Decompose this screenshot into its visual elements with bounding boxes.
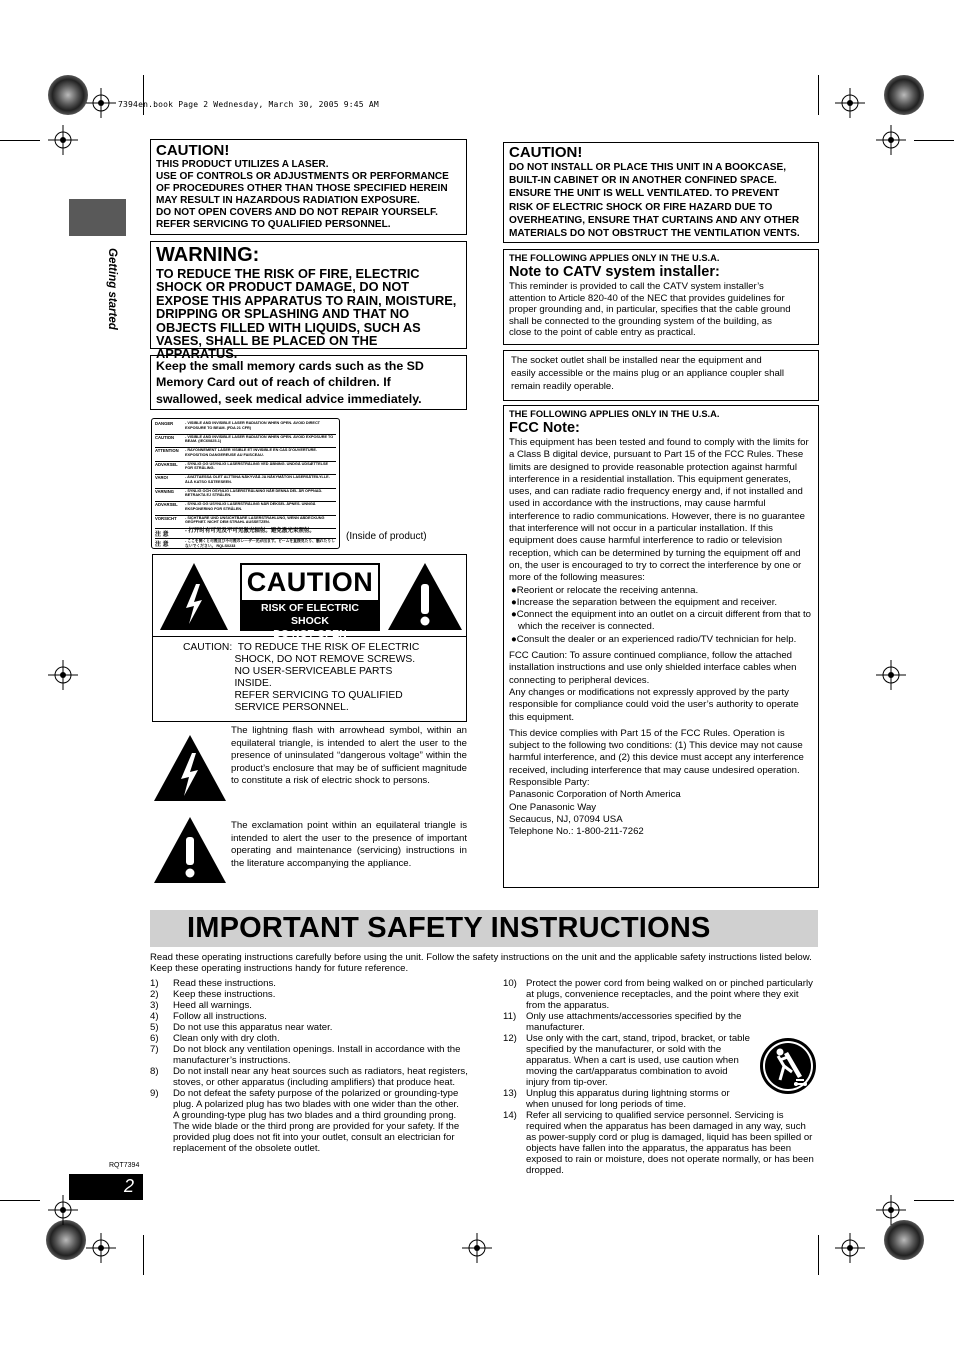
fcc-note-text: [509, 437, 813, 839]
text-line: EXPOSE THIS APPARATUS TO RAIN, MOISTURE,: [156, 292, 457, 308]
label-value: - VISIBLE AND INVISIBLE LASER RADIATION WHEN OPEN. AVOID EXPOSURE TO BEAM. (IEC60825-1): [185, 434, 334, 444]
registration-mark-icon: [876, 660, 906, 690]
registration-mark-icon: [835, 1233, 865, 1263]
text-line: BUILT-IN CABINET OR IN ANOTHER CONFINED SPACE.: [509, 175, 777, 187]
text-line: Responsible Party:: [509, 777, 590, 789]
item-number: 6): [150, 1033, 159, 1044]
caution-vent-title: CAUTION!: [509, 144, 583, 161]
exclamation-explanation: The exclamation point within an equilateral triangle is intended to alert the user to the presence of important operating and maintenance (servicing) instructions in the literature accompanying the appliance.: [231, 820, 467, 869]
item-text: Keep these instructions.: [173, 989, 276, 1000]
crop-line: [818, 1235, 819, 1275]
fcc-bullet: ●Increase the separation between the equipment and receiver.: [511, 596, 778, 608]
crop-line: [0, 1200, 40, 1201]
label-row: [155, 421, 336, 435]
registration-mark-icon: [48, 125, 78, 155]
warning-title: WARNING:: [156, 244, 260, 266]
item-text: Read these instructions.: [173, 978, 276, 989]
risk-band: [242, 600, 378, 640]
laser-warning-label: [151, 418, 340, 549]
item-text: Do not use this apparatus near water.: [173, 1022, 333, 1033]
list-item: [150, 1000, 468, 1011]
registration-mark-icon: [462, 1233, 492, 1263]
item-text: Protect the power cord from being walked on or pinched particularly at plugs, convenience receptacles, and the point where they exit from the apparatus.: [526, 978, 813, 1011]
text-line: proper grounding and, in particular, specifies that the cable ground: [509, 304, 791, 316]
fcc-note-box: [503, 405, 819, 888]
text-line: This reminder is provided to call the CATV system installer’s: [509, 281, 764, 292]
safety-list-left: [150, 978, 468, 1154]
text-line: close to the point of cable entry as practical.: [509, 327, 696, 339]
crop-line: [143, 1235, 144, 1275]
item-number: 11): [503, 1011, 517, 1022]
label-row: [155, 462, 336, 476]
text-line: Telephone No.: 1-800-211-7262: [509, 826, 644, 838]
usa-applies-label: THE FOLLOWING APPLIES ONLY IN THE U.S.A.: [509, 409, 720, 419]
registration-mark-icon: [48, 660, 78, 690]
item-number: 13): [503, 1088, 517, 1099]
risk-line: DO NOT OPEN: [273, 628, 347, 640]
label-key: VARNING: [155, 488, 174, 494]
catv-note-text: [509, 281, 813, 339]
registration-mark-icon: [86, 1233, 116, 1263]
list-item: [150, 1011, 468, 1022]
fcc-caution: FCC Caution: To assure continued compliance, follow the attached installation instructions and use only shielded interface cables when connecting to peripheral devices.: [509, 650, 797, 686]
printer-disc-mark: [48, 75, 88, 115]
item-number: 7): [150, 1044, 159, 1055]
label-value: - SICHTBARE UND UNSICHTBARE LASERSTRAHLUNG, WENN ABDECKUNG GEÖFFNET. NICHT DEM STRAHL AUSSETZEN.: [185, 515, 325, 525]
text-line: Memory Card out of reach of children. If: [156, 375, 391, 390]
item-text: Unplug this apparatus during lightning storms or when unused for long periods of time.: [526, 1088, 730, 1110]
item-number: 1): [150, 978, 159, 989]
book-header-line: 7394en.book Page 2 Wednesday, March 30, 2005 9:45 AM: [118, 100, 379, 109]
crop-line: [914, 140, 954, 141]
label-caption: (Inside of product): [346, 531, 427, 542]
caution-banner: [240, 563, 380, 640]
fcc-bullet: ●Connect the equipment into an outlet on a circuit different from that to which the receiver is connected.: [511, 609, 812, 633]
registration-mark-icon: [876, 1195, 906, 1225]
important-safety-title: IMPORTANT SAFETY INSTRUCTIONS: [187, 912, 711, 944]
text-line: USE OF CONTROLS OR ADJUSTMENTS OR PERFORMANCE: [156, 171, 449, 183]
text-line: OF PROCEDURES OTHER THAN THOSE SPECIFIED HEREIN: [156, 183, 448, 195]
item-text: Follow all instructions.: [173, 1011, 267, 1022]
exclamation-warning-icon: [386, 560, 464, 632]
caution-shock-graphic: [153, 555, 466, 640]
item-text: Refer all servicing to qualified service personnel. Servicing is required when the apparatus has been damaged in any way, such as power-supply cord or plug is damaged, liquid has been spilled or objects have fallen into the apparatus, the apparatus has been exposed to rain or moisture, does not operate normally, or has been dropped.: [526, 1110, 814, 1176]
caution-shock-box: [152, 554, 467, 722]
list-item: [503, 1011, 783, 1033]
list-item: [150, 1022, 468, 1033]
list-item: [150, 1088, 468, 1154]
label-value: - ここを開くと可視及び不可視のレーザー光が出ます。ビームを直接見たり、触れたりしないでください。 RQLS0233: [185, 539, 335, 548]
item-number: 4): [150, 1011, 159, 1022]
label-row: [155, 475, 336, 489]
crop-line: [914, 1200, 954, 1201]
crop-line: [143, 75, 144, 115]
item-text: Clean only with dry cloth.: [173, 1033, 280, 1044]
text-line: shall be connected to the grounding system of the building, as: [509, 315, 772, 327]
socket-outlet-box: [503, 350, 819, 401]
list-item: [150, 1044, 468, 1066]
item-number: 10): [503, 978, 517, 989]
text-line: swallowed, seek medical advice immediately.: [156, 391, 422, 406]
exclamation-triangle-icon: [152, 815, 228, 885]
label-row: [155, 516, 336, 530]
text-line: THIS PRODUCT UTILIZES A LASER.: [156, 159, 329, 170]
catv-note-box: [503, 249, 819, 345]
lightning-explanation: The lightning flash with arrowhead symbol, within an equilateral triangle, is intended to alert the user to the presence of uninsulated “dangerous voltage” within the product’s enclosure that may be of sufficient magnitude to constitute a risk of electric shock to persons.: [231, 725, 467, 786]
crop-line: [0, 140, 40, 141]
label-value: - SYNLIG OG USYNLIG LASERSTRÅLING VED ÅBNING. UNDGÅ UDSÆTTELSE FOR STRÅLING.: [185, 461, 329, 471]
important-safety-banner: [150, 910, 818, 947]
fcc-bullet: ●Reorient or relocate the receiving antenna.: [511, 584, 699, 596]
lightning-warning-icon: [158, 560, 230, 632]
caution-shock-text: CAUTION: TO REDUCE THE RISK OF ELECTRIC SHOCK, DO NOT REMOVE SCREWS. NO USER-SERVICEABLE PARTS INSIDE. REFER SERVICING TO QUALIFIED SERVICE PERSONNEL.: [183, 642, 420, 713]
section-label: Getting started: [106, 248, 118, 330]
item-number: 5): [150, 1022, 159, 1033]
text-line: TO REDUCE THE RISK OF FIRE, ELECTRIC: [156, 266, 420, 281]
list-item: [150, 1033, 468, 1044]
registration-mark-icon: [86, 88, 116, 118]
memory-card-warning-box: [150, 355, 467, 410]
printer-disc-mark: [46, 1220, 86, 1260]
text-line: MATERIALS DO NOT OBSTRUCT THE VENTILATION VENTS.: [509, 228, 800, 240]
fcc-paragraph: This equipment has been tested and found to comply with the limits for a Class B digital device, pursuant to Part 15 of the FCC Rules. These limits are designed to provide reasonable protection against harmful interference in a residential installation. This equipment generates, uses, and can radiate radio frequency energy and, if not installed and used in accordance with the instructions, may cause harmful interference to radio communications. However, there is no guarantee that interference will not occur in a particular installation. If this equipment does cause harmful interference to radio or television reception, which can be determined by turning the equipment off and on, the user is encouraged to try to correct the interference by one or more of the following measures:: [509, 437, 809, 584]
label-row: [155, 448, 336, 462]
item-text: Do not install near any heat sources such as radiators, heat registers, stoves, or other apparatus (including amplifiers) that produce heat.: [173, 1066, 468, 1088]
label-row: [155, 435, 336, 449]
fcc-caution: Any changes or modifications not expressly approved by the party responsible for compliance could void the user’s authority to operate this equipment.: [509, 686, 799, 723]
section-tab: [69, 199, 126, 236]
text-line: Keep the small memory cards such as the SD: [156, 359, 424, 373]
memory-card-text: [156, 358, 461, 407]
item-text: Do not defeat the safety purpose of the polarized or grounding-type plug. A polarized plug has two blades with one wider than the other. A grounding-type plug has two blades and a third grounding prong. The wide blade or the third prong are provided for your safety. If the provided plug does not fit into your outlet, consult an electrician for replacement of the obsolete outlet.: [173, 1088, 460, 1154]
item-number: 14): [503, 1110, 517, 1121]
warning-text: [156, 267, 461, 361]
usa-applies-label: THE FOLLOWING APPLIES ONLY IN THE U.S.A.: [509, 253, 720, 263]
socket-outlet-text: [511, 355, 811, 393]
text-line: MAY RESULT IN HAZARDOUS RADIATION EXPOSURE.: [156, 195, 420, 207]
caution-laser-text: [156, 159, 461, 232]
registration-mark-icon: [876, 125, 906, 155]
text-line: The socket outlet shall be installed near the equipment and: [511, 355, 762, 366]
text-line: remain readily operable.: [511, 380, 614, 392]
text-line: easily accessible or the mains plug or an appliance coupler shall: [511, 367, 785, 379]
item-number: 3): [150, 1000, 159, 1011]
page-number: 2: [123, 1176, 134, 1196]
label-row: [155, 502, 336, 516]
text-line: OVERHEATING, ENSURE THAT CURTAINS AND ANY OTHER: [509, 214, 800, 226]
text-line: Panasonic Corporation of North America: [509, 789, 681, 801]
label-row: [155, 539, 336, 551]
printer-disc-mark: [884, 1220, 924, 1260]
label-key: ADVARSEL: [155, 461, 178, 467]
cart-tipover-icon: [758, 1036, 818, 1096]
label-key: 注 意: [155, 542, 169, 548]
label-value: - SYNLIG OG USYNLIG LASERSTRÅLING NÅR DEKSEL ÅPNES. UNNGÅ EKSPONERING FOR STRÅLEN.: [185, 502, 316, 511]
text-line: DRIPPING OR SPLASHING AND THAT NO: [156, 306, 410, 322]
model-code: RQT7394: [109, 1162, 140, 1169]
item-text: Use only with the cart, stand, tripod, bracket, or table specified by the manufacturer, or sold with the apparatus. When a cart is used, use caution when moving the cart/apparatus combination to avoid injury from tip-over.: [526, 1033, 750, 1088]
caution-laser-box: [150, 139, 467, 235]
label-row: [155, 529, 336, 539]
list-item: [150, 978, 468, 989]
label-key: ADVARSEL: [155, 502, 178, 507]
caution-ventilation-box: [503, 142, 819, 243]
responsible-party: [509, 777, 813, 838]
catv-note-title: Note to CATV system installer:: [509, 264, 720, 280]
label-value: - RAYONNEMENT LASER VISIBLE ET INVISIBLE EN CAS D'OUVERTURE. EXPOSITION DANGEREUSE AU FAISCEAU.: [185, 448, 317, 457]
safety-intro: Read these operating instructions carefully before using the unit. Follow the safety instructions on the unit and the applicable safety instructions listed below. Keep these operating instructions handy for future reference.: [150, 952, 812, 975]
label-value: - VISIBLE AND INVISIBLE LASER RADIATION WHEN OPEN. AVOID DIRECT EXPOSURE TO BEAM. (FDA 21 CFR): [185, 421, 321, 430]
fcc-paragraph: This device complies with Part 15 of the FCC Rules. Operation is subject to the following two conditions: (1) This device may not cause harmful interference, and (2) this device must accept any interference received, including interference that may cause undesired operation.: [509, 727, 804, 776]
lightning-triangle-icon: [152, 733, 228, 803]
fcc-note-title: FCC Note:: [509, 420, 580, 436]
printer-disc-mark: [884, 75, 924, 115]
caution-laser-title: CAUTION!: [156, 142, 230, 159]
item-text: Only use attachments/accessories specified by the manufacturer.: [526, 1011, 742, 1033]
list-item: [150, 989, 468, 1000]
list-item: [503, 1110, 818, 1176]
item-number: 2): [150, 989, 159, 1000]
risk-line: RISK OF ELECTRIC SHOCK: [260, 602, 359, 627]
text-line: Secaucus, NJ, 07094 USA: [509, 813, 623, 825]
page-number-box: [69, 1174, 143, 1200]
text-line: SHOCK OR PRODUCT DAMAGE, DO NOT: [156, 279, 410, 295]
item-number: 8): [150, 1066, 159, 1077]
registration-mark-icon: [835, 88, 865, 118]
label-key: CAUTION: [155, 434, 175, 440]
label-value: - SYNLIG OCH OSYNLIG LASERSTRÅLNING NÄR DENNA DEL ÄR ÖPPNAD. BETRAKTA EJ STRÅLEN.: [185, 488, 323, 498]
text-line: RISK OF ELECTRIC SHOCK OR FIRE HAZARD DUE TO: [509, 201, 773, 213]
text-line: DO NOT OPEN COVERS AND DO NOT REPAIR YOURSELF.: [156, 207, 438, 219]
label-key: VARO!: [155, 475, 169, 480]
label-row: [155, 489, 336, 503]
item-number: 12): [503, 1033, 517, 1044]
text-line: REFER SERVICING TO QUALIFIED PERSONNEL.: [156, 219, 391, 231]
text-line: ENSURE THE UNIT IS WELL VENTILATED. TO PREVENT: [509, 188, 780, 200]
item-text: Do not block any ventilation openings. Install in accordance with the manufacturer’s instructions.: [173, 1044, 461, 1066]
list-item: [150, 1066, 468, 1088]
label-key: VORSICHT: [155, 515, 177, 521]
text-line: OBJECTS FILLED WITH LIQUIDS, SUCH AS: [156, 319, 421, 335]
label-value: - 打开时有可见及不可见激光辐射。避免激光束照射。: [185, 528, 315, 534]
crop-line: [818, 75, 819, 115]
label-key: DANGER: [155, 421, 174, 426]
item-number: 9): [150, 1088, 159, 1099]
list-item: [503, 978, 818, 1011]
warning-box: [150, 241, 467, 362]
item-text: Heed all warnings.: [173, 1000, 252, 1011]
text-line: One Panasonic Way: [509, 801, 597, 813]
text-line: DO NOT INSTALL OR PLACE THIS UNIT IN A BOOKCASE,: [509, 162, 787, 173]
list-item: [503, 1033, 753, 1088]
text-line: attention to Article 820-40 of the NEC that provides guidelines for: [509, 292, 785, 304]
text-line: VASES, SHALL BE PLACED ON THE APPARATUS.: [156, 333, 378, 362]
label-value: - AVATTAESSA OLET ALTTIINA NÄKYVÄÄ JA NÄKYMÄTÖN LASERSÄTEILYLLE. ÄLÄ KATSO SÄTEESEEN.: [185, 475, 330, 484]
caution-big-word: CAUTION: [246, 567, 374, 597]
fcc-bullet: ●Consult the dealer or an experienced radio/TV technician for help.: [511, 633, 797, 645]
caution-vent-text: [509, 161, 813, 240]
section-label-wrap: [104, 248, 120, 348]
label-key: ATTENTION: [155, 448, 179, 453]
list-item: [503, 1088, 753, 1110]
label-key: 注 意: [155, 532, 169, 538]
